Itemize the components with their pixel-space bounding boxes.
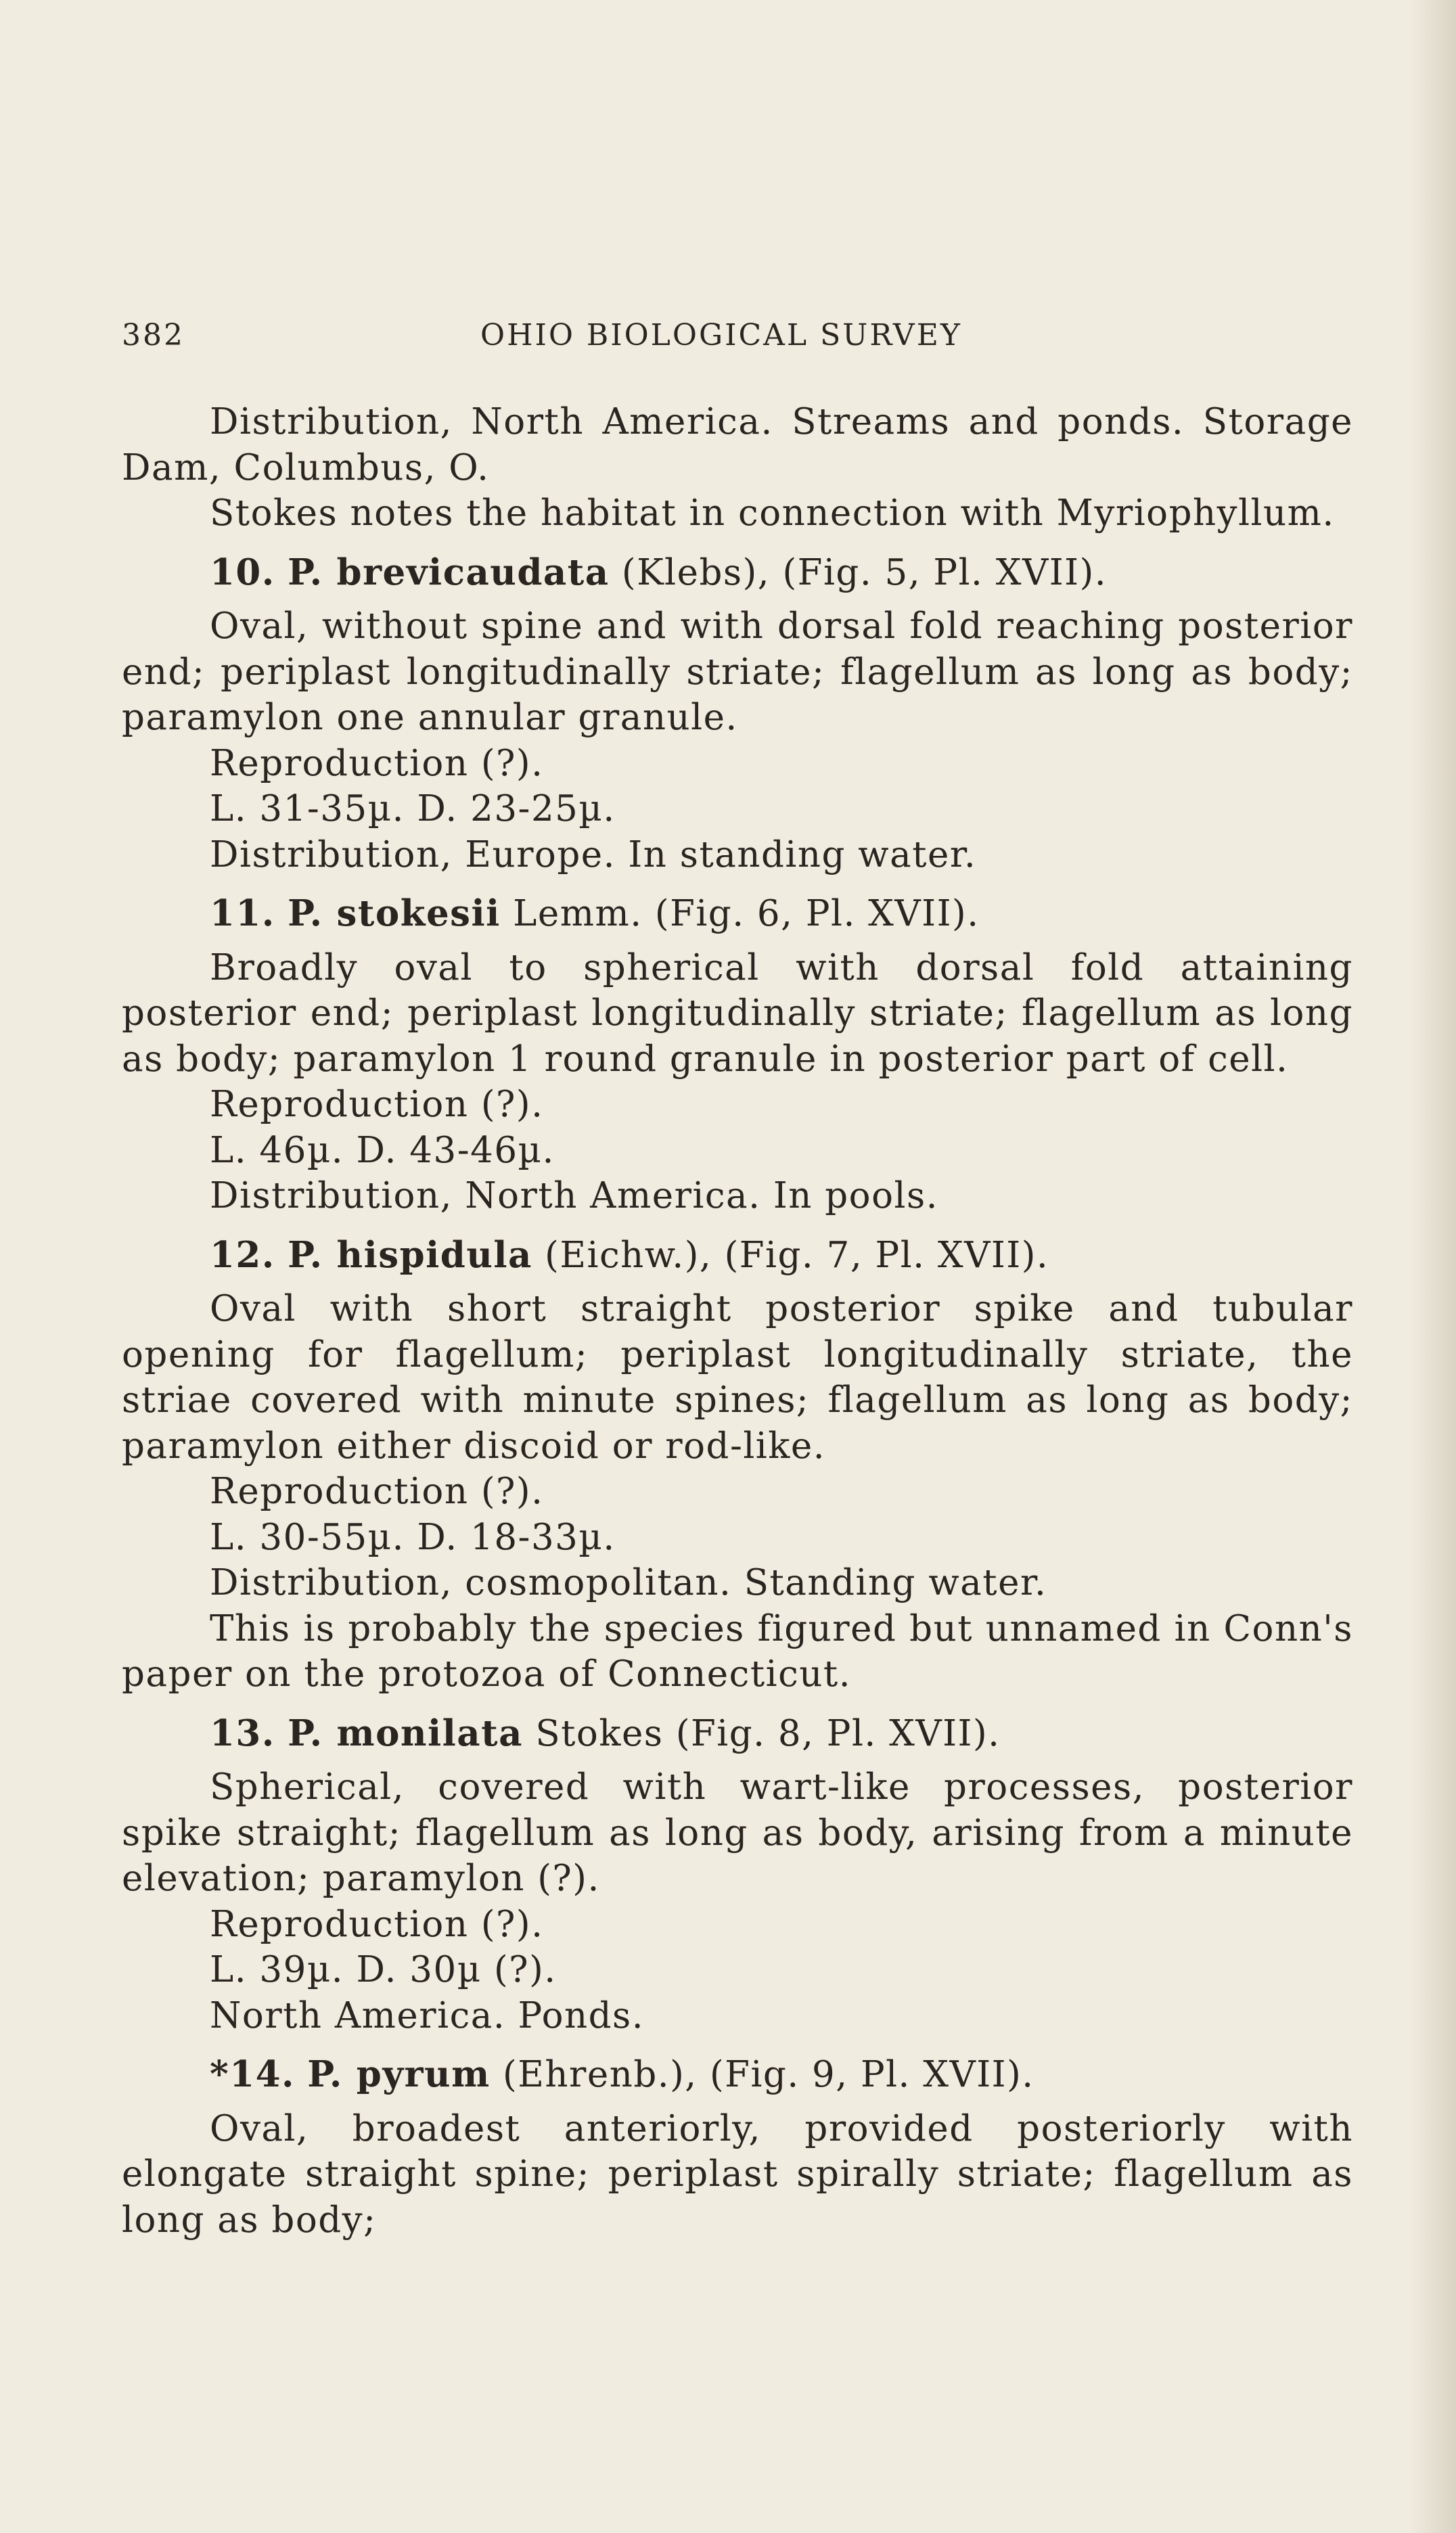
species-name: P. brevicaudata (288, 551, 610, 593)
intro-habitat-note: Stokes notes the habitat in connection with Myriophyllum. (210, 493, 1335, 534)
species-heading (122, 2052, 1353, 2098)
species-citation: Lemm. (Fig. 6, Pl. XVII). (500, 893, 980, 934)
species-name: P. monilata (288, 1712, 523, 1754)
species-measurements: L. 39µ. D. 30µ (?). (210, 1949, 557, 1990)
species-name: P. stokesii (288, 892, 501, 934)
species-description: Oval, without spine and with dorsal fold reaching posterior end; periplast longitudinally striate; flagellum as long as body; paramylon one annular granule. (122, 606, 1353, 738)
species-name: P. hispidula (288, 1233, 532, 1276)
species-number: *14. (210, 2053, 295, 2095)
species-heading (122, 891, 1353, 937)
page-body (122, 399, 1353, 2243)
running-head: OHIO BIOLOGICAL SURVEY (480, 318, 962, 352)
page-number: 382 (122, 318, 185, 352)
species-note: This is probably the species figured but unnamed in Conn's paper on the protozoa of Connecticut. (122, 1607, 1353, 1695)
species-distribution: Distribution, Europe. In standing water. (210, 834, 977, 875)
species-distribution: Distribution, North America. In pools. (210, 1175, 938, 1216)
species-reproduction: Reproduction (?). (210, 742, 544, 784)
species-number: 10. (210, 551, 275, 593)
species-measurements: L. 46µ. D. 43-46µ. (210, 1129, 555, 1171)
species-distribution: Distribution, cosmopolitan. Standing water. (210, 1562, 1047, 1603)
species-citation: (Ehrenb.), (Fig. 9, Pl. XVII). (490, 2054, 1034, 2095)
species-heading (122, 1711, 1353, 1757)
species-description: Broadly oval to spherical with dorsal fold attaining posterior end; periplast longitudinally striate; flagellum as long as body; paramylon 1 round granule in posterior part of cell. (122, 946, 1353, 1080)
species-citation: (Klebs), (Fig. 5, Pl. XVII). (609, 551, 1108, 593)
species-reproduction: Reproduction (?). (210, 1903, 544, 1945)
species-distribution: North America. Ponds. (210, 1994, 645, 2036)
species-number: 11. (210, 892, 275, 934)
species-number: 12. (210, 1233, 275, 1276)
page-header (122, 318, 1353, 359)
species-reproduction: Reproduction (?). (210, 1471, 544, 1512)
species-measurements: L. 31-35µ. D. 23-25µ. (210, 788, 616, 829)
species-citation: (Eichw.), (Fig. 7, Pl. XVII). (532, 1234, 1049, 1276)
page-edge-shadow (1409, 0, 1456, 2533)
species-description: Oval, broadest anteriorly, provided posteriorly with elongate straight spine; periplast spirally striate; flagellum as long as body; (122, 2107, 1353, 2241)
species-name: P. pyrum (307, 2053, 491, 2095)
species-description: Oval with short straight posterior spike and tubular opening for flagellum; periplast longitudinally striate, the striae covered with minute spines; flagellum as long as body; paramylon either discoid or rod-like. (122, 1288, 1353, 1467)
species-number: 13. (210, 1712, 275, 1754)
species-description: Spherical, covered with wart-like processes, posterior spike straight; flagellum as long as body, arising from a minute elevation; paramylon (?). (122, 1766, 1353, 1899)
species-citation: Stokes (Fig. 8, Pl. XVII). (522, 1712, 1001, 1754)
species-heading (122, 550, 1353, 596)
species-measurements: L. 30-55µ. D. 18-33µ. (210, 1516, 616, 1558)
species-heading (122, 1233, 1353, 1279)
species-reproduction: Reproduction (?). (210, 1084, 544, 1125)
intro-distribution: Distribution, North America. Streams and ponds. Storage Dam, Columbus, O. (122, 401, 1353, 488)
